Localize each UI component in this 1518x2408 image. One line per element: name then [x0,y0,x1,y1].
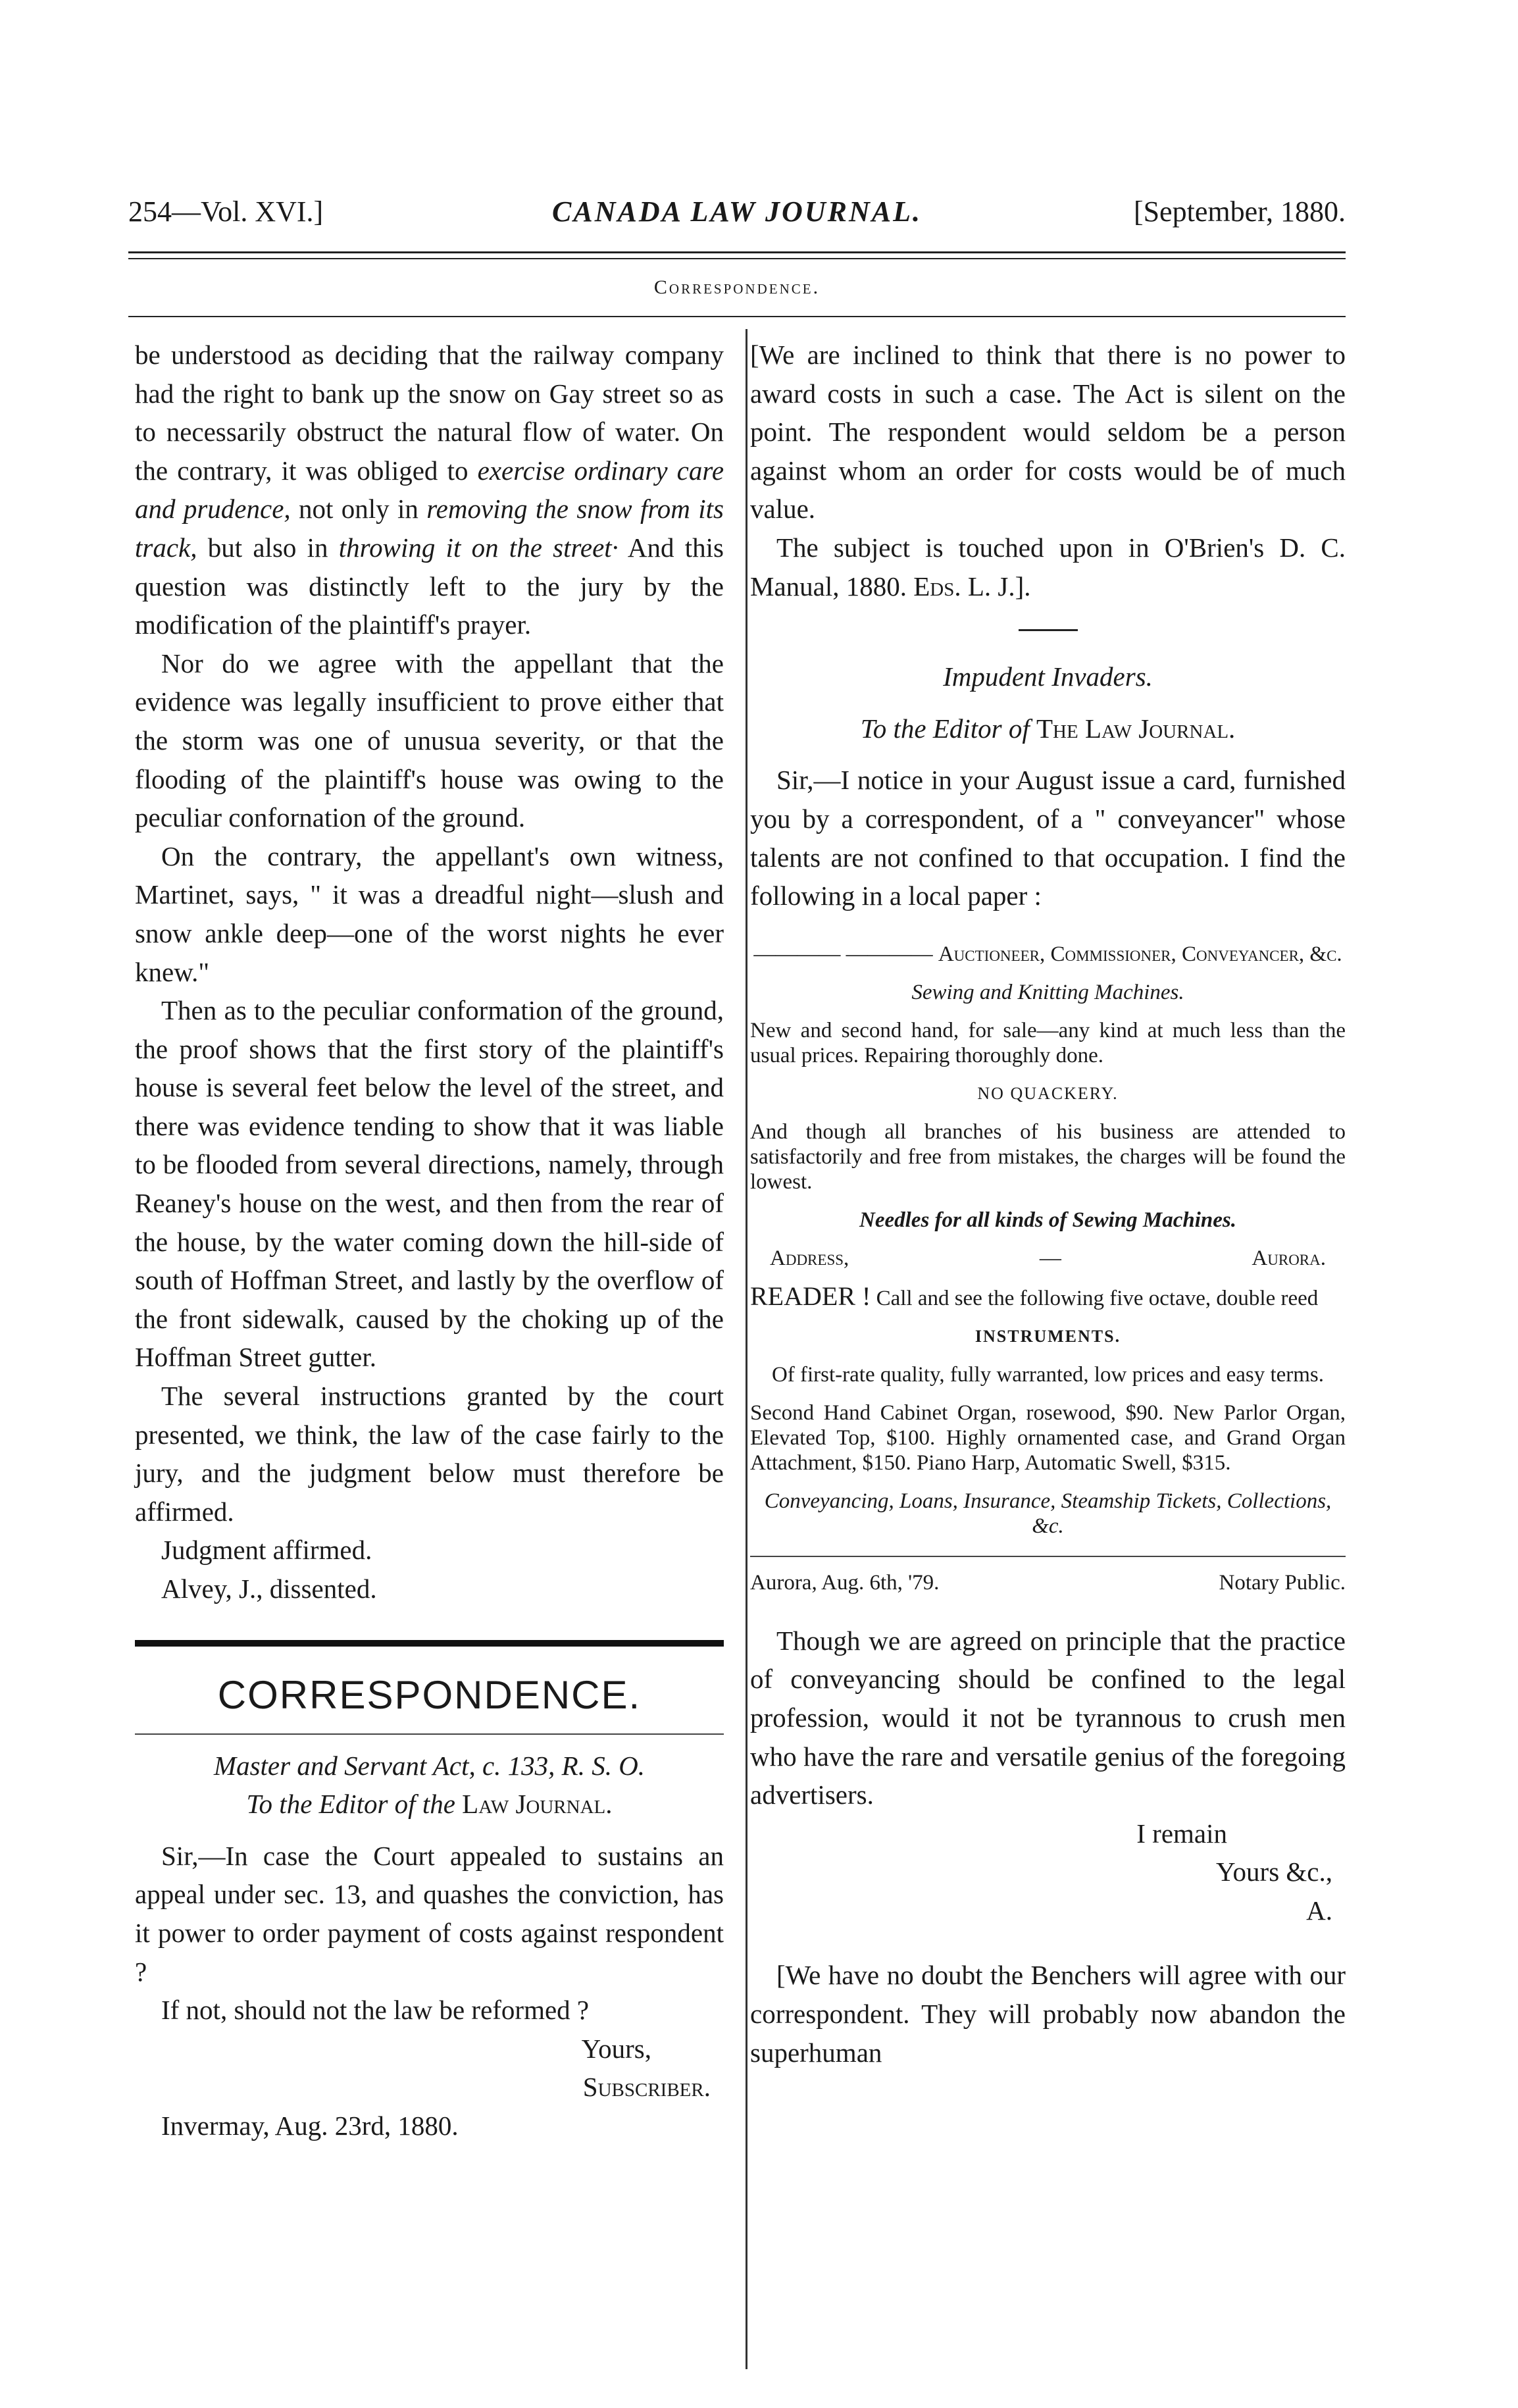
closing: Yours &c., [1216,1857,1332,1887]
paragraph: If not, should not the law be reformed ? [161,1995,590,2026]
paragraph: Sir,—In case the Court appealed to sustains an appeal under sec. 13, and quashes the conviction, has it power to order payment of costs against respondent ? [135,1840,724,1987]
ad-line: Sewing and Knitting Machines. [911,980,1184,1004]
ad-line: Second Hand Cabinet Organ, rosewood, $90. New Parlor Organ, Elevated Top, $100. Highly ornamented case, and Grand Organ Attachment, $150. Piano Harp, Automatic Swell, $315. [750,1400,1346,1475]
paragraph: be understood as deciding that the railway company had the right to bank up the snow on Gay street so as to necessarily obstruct the natural flow of water. On the contrary, it was obliged to exercise ordinary care and prudence, not only in removing the snow from its track, but also in throwing it on the street· And this question was distinctly left to the jury by the modification of the plaintiff's prayer. [135,340,724,640]
section-title: Correspondence. [653,276,821,298]
closing: I remain [1136,1818,1227,1849]
ad-line: And though all branches of his business are attended to satisfactorily and free from mistakes, the charges will be found the lowest. [750,1119,1346,1194]
section-rule [128,316,1346,317]
page-volume: 254—Vol. XVI.] [128,195,324,228]
left-column [135,336,724,2145]
header-rule-bottom [128,258,1346,259]
dateline: Invermay, Aug. 23rd, 1880. [161,2110,459,2141]
paragraph: The several instructions granted by the court presented, we think, the law of the case fairly to the jury, and the judgment below must therefore be affirmed. [135,1381,724,1527]
article-title: Impudent Invaders. [943,661,1153,692]
ad-line: Of first-rate quality, fully warranted, low prices and easy terms. [771,1362,1325,1387]
paragraph: Then as to the peculiar conformation of the ground, the proof shows that the first story of the plaintiff's house is several feet below the level of the street, and there was evidence tending to show that it was liable to be flooded from several directions, namely, through Reaney's house on the west, and then from the rear of the house, by the water coming down the hill-side of south of Hoffman Street, and lastly by the overflow of the front sidewalk, caused by the choking up of the Hoffman Street gutter. [135,995,724,1373]
closing: Yours, [581,2033,651,2064]
judgment-line: Judgment affirmed. [161,1535,372,1566]
paragraph: [We are inclined to think that there is no power to award costs in such a case. The Act is silent on the point. The respondent would seldom be a person against whom an order for costs would be of much value. [750,340,1346,525]
paragraph: [We have no doubt the Benchers will agree with our correspondent. They will probably now abandon the superhuman [750,1960,1346,2068]
signature: Subscriber. [582,2072,711,2103]
separator-dash [1019,629,1078,631]
ad-dateline: Aurora, Aug. 6th, '79. Notary Public. [750,1570,1346,1595]
header-rule-top [128,251,1346,253]
ad-line: New and second hand, for sale—any kind at much less than the usual prices. Repairing thoroughly done. [750,1018,1346,1067]
ad-line: INSTRUMENTS. [974,1326,1121,1346]
paragraph: Nor do we agree with the appellant that the evidence was legally insufficient to prove either that the storm was one of unusua severity, or that the flooding of the plaintiff's house was owing to the peculiar confornation of the ground. [135,648,724,833]
journal-title: CANADA LAW JOURNAL. [552,195,922,228]
quoted-advertisement [750,942,1346,1595]
paragraph: Though we are agreed on principle that the practice of conveyancing should be confined to the legal profession, would it not be tyrannous to crush men who have the rare and versatile genius of the foregoing advertisers. [750,1625,1346,1810]
letter-subject: Master and Servant Act, c. 133, R. S. O. [213,1750,645,1781]
ad-line: NO QUACKERY. [977,1083,1119,1103]
heavy-rule [135,1640,724,1647]
ad-line: Conveyancing, Loans, Insurance, Steamship Tickets, Collections, &c. [764,1489,1332,1538]
ad-address: Address, — Aurora. [770,1246,1326,1270]
thin-rule [750,1556,1346,1557]
running-header [128,195,1346,234]
ad-line: Needles for all kinds of Sewing Machines. [859,1208,1236,1232]
right-column [750,336,1346,2072]
issue-date: [September, 1880. [1133,195,1346,228]
column-divider [746,329,747,2369]
dissent-line: Alvey, J., dissented. [161,1574,377,1604]
letter-addressee: To the Editor of the Law Journal. [246,1789,613,1820]
paragraph: The subject is touched upon in O'Brien's D. C. Manual, 1880. Eds. L. J.]. [750,532,1346,602]
thin-rule [135,1733,724,1735]
letter-addressee: To the Editor of The Law Journal. [860,713,1236,744]
ad-line: READER ! Call and see the following five octave, double reed [750,1281,1319,1311]
ad-header: ———— ———— Auctioneer, Commissioner, Conveyancer, &c. [753,942,1342,966]
paragraph: On the contrary, the appellant's own witness, Martinet, says, " it was a dreadful night—slush and snow ankle deep—one of the worst nights he ever knew." [135,840,724,987]
paragraph: Sir,—I notice in your August issue a card, furnished you by a correspondent, of a " conveyancer" whose talents are not confined to that occupation. I find the following in a local paper : [750,765,1346,911]
correspondence-heading: CORRESPONDENCE. [217,1672,642,1717]
signature: A. [1306,1895,1332,1926]
